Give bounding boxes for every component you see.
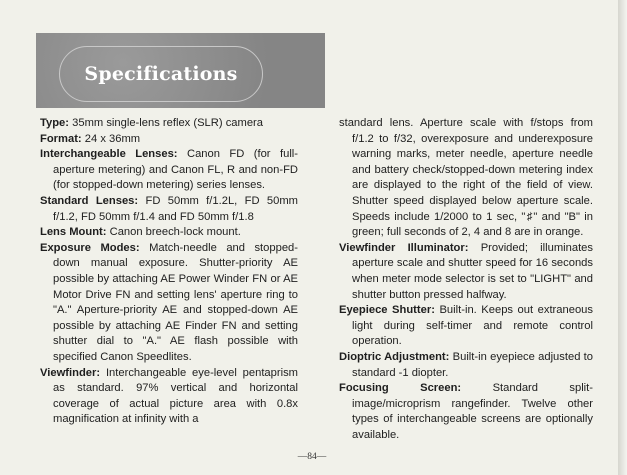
spec-label: Interchangeable Lenses:: [40, 148, 178, 161]
spec-entry-viewfinder: [40, 366, 298, 428]
spec-entry-exposure-modes: [40, 241, 298, 366]
page-title: Specifications: [84, 63, 238, 85]
spec-label: Viewfinder:: [40, 366, 101, 379]
spec-label: Standard Lenses:: [40, 194, 139, 207]
spec-text: Match-needle and stopped-down manual exposure. Shutter-priority AE possible by attaching AE Power Winder FN or AE Motor Drive FN and setting lens' aperture ring to "A." Aperture-priority AE and stopped-down AE possible by attaching AE Finder FN and setting shutter dial to "A." AE flash possible with specified Canon Speedlites.: [53, 241, 298, 363]
spec-text: standard lens. Aperture scale with f/stops from f/1.2 to f/32, overexposure and underexposure warning marks, meter needle, aperture needle and battery check/stopped-down metering index are displayed to the right of the field of view. Shutter speed displayed below aperture scale. Speeds include 1/2000 to 1 sec, "♯" and "B" in green; full seconds of 2, 4 and 8 are in orange.: [339, 117, 593, 239]
spec-label: Viewfinder Illuminator:: [339, 241, 469, 254]
spec-label: Eyepiece Shutter:: [339, 304, 435, 317]
spec-label: Exposure Modes:: [40, 241, 140, 254]
spec-entry-viewfinder-illuminator: [339, 241, 593, 303]
spec-entry-lenses: [40, 147, 298, 194]
left-column: [40, 116, 298, 428]
spec-entry-focusing-screen: [339, 381, 593, 443]
spec-entry-type: [40, 116, 298, 132]
heading-pill: [59, 46, 263, 102]
spec-entry-viewfinder-continued: [339, 116, 593, 241]
spec-text: 35mm single-lens reflex (SLR) camera: [72, 117, 263, 129]
spec-text: Canon breech-lock mount.: [109, 226, 241, 239]
right-column: [339, 116, 593, 443]
spec-entry-lens-mount: [40, 225, 298, 241]
page-spine: [618, 0, 627, 475]
spec-label: Format:: [40, 132, 82, 145]
spec-label: Focusing Screen:: [339, 382, 462, 395]
spec-text: Standard split-image/microprism rangefinder. Twelve other types of interchangeable screens are optionally available.: [352, 382, 594, 441]
spec-text: FD 50mm f/1.2L, FD 50mm f/1.2, FD 50mm f/1.4 and FD 50mm f/1.8: [53, 194, 298, 223]
spec-entry-dioptric-adjustment: [339, 350, 593, 381]
spec-entry-format: [40, 132, 298, 148]
spec-entry-standard-lenses: [40, 194, 298, 225]
spec-label: Dioptric Adjustment:: [339, 350, 450, 363]
spec-text: Canon FD (for full-aperture metering) and Canon FL, R and non-FD (for stopped-down metering) series lenses.: [53, 148, 299, 192]
spec-text: Interchangeable eye-level pentaprism as standard. 97% vertical and horizontal coverage of actual picture area with 0.8x magnification at infinity with a: [53, 366, 298, 426]
page-number: —84—: [297, 452, 327, 462]
spec-text: Provided; illuminates aperture scale and shutter speed for 16 seconds when meter mode selector is set to "LIGHT" and shutter button pressed halfway.: [352, 241, 593, 301]
spec-text: Built-in. Keeps out extraneous light during self-timer and remote control operation.: [352, 304, 593, 348]
spec-entry-eyepiece-shutter: [339, 303, 593, 350]
spec-text: 24 x 36mm: [84, 132, 141, 145]
spec-label: Type:: [40, 117, 70, 129]
spec-text: Built-in eyepiece adjusted to standard -1 diopter.: [352, 350, 594, 379]
spec-label: Lens Mount:: [40, 226, 107, 239]
